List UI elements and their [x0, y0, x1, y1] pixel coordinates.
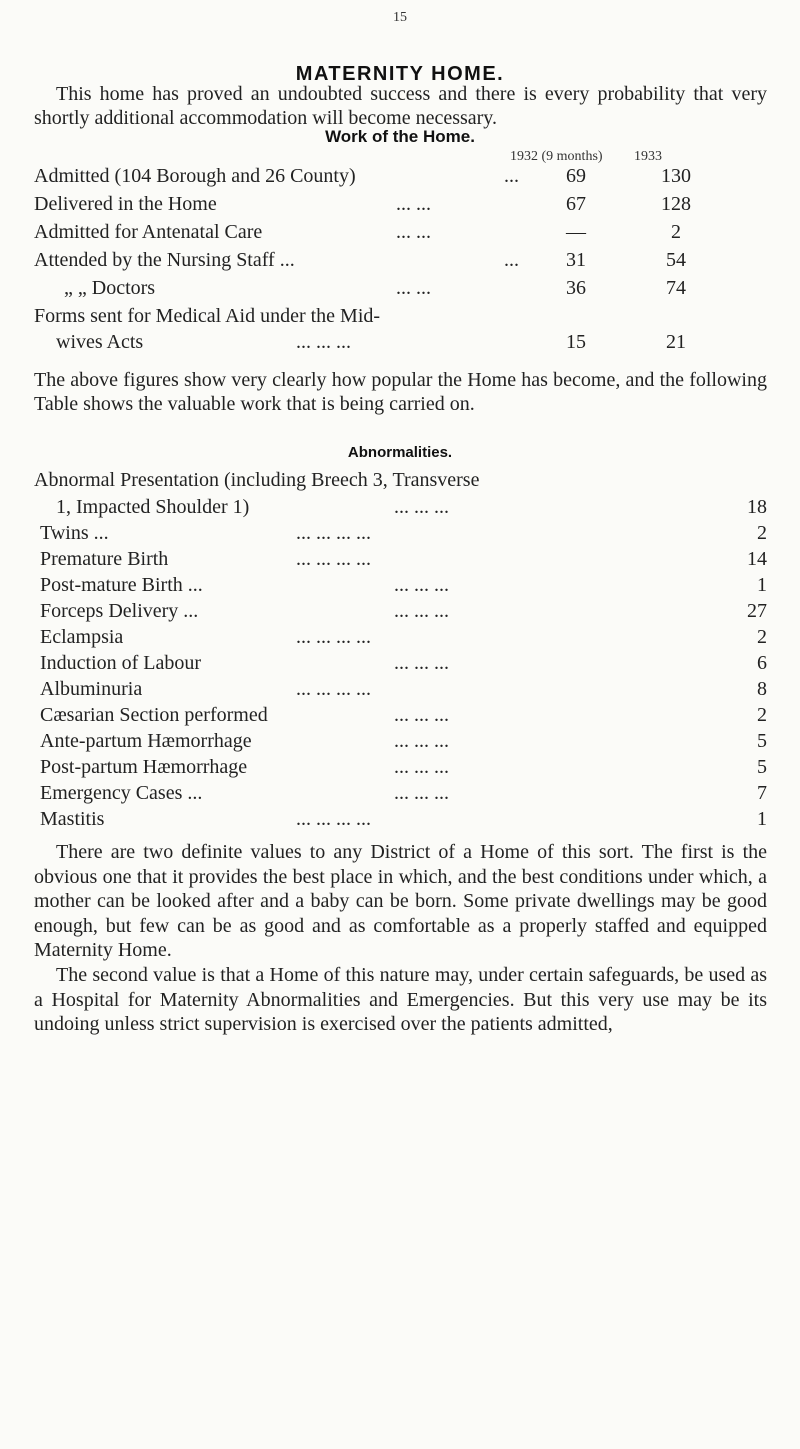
leader-dots: ... ... ...	[394, 782, 449, 804]
abnormality-count: 1	[757, 574, 767, 596]
abnormality-count: 6	[757, 652, 767, 674]
abnormality-count: 2	[757, 626, 767, 648]
abnormality-first-line	[34, 468, 767, 492]
work-row-label: „ „ Doctors	[64, 277, 156, 299]
work-row	[34, 220, 767, 244]
abnormality-row	[34, 807, 767, 831]
work-row-label: wives Acts	[56, 331, 144, 353]
abnormality-row	[34, 573, 767, 597]
value-1933: 54	[666, 249, 686, 271]
leader-dots: ... ... ... ...	[296, 808, 371, 830]
abnormality-label: Premature Birth	[40, 548, 169, 570]
abnormality-label: Post-mature Birth ...	[40, 574, 203, 596]
abnormality-row	[34, 521, 767, 545]
value-1933: 2	[671, 221, 681, 243]
abnormality-row	[34, 729, 767, 753]
abnormality-count: 27	[747, 600, 767, 622]
abnormality-count: 18	[747, 496, 767, 518]
work-row	[34, 164, 767, 188]
abnormality-label: Post-partum Hæmorrhage	[40, 756, 248, 778]
leader-dots: ... ... ...	[394, 730, 449, 752]
work-row-label: Admitted for Antenatal Care	[34, 221, 263, 243]
page-title: MATERNITY HOME.	[295, 63, 505, 85]
abnormalities-heading: Abnormalities.	[347, 444, 453, 461]
work-row	[34, 304, 767, 328]
work-row-label: Forms sent for Medical Aid under the Mid-	[34, 305, 381, 327]
leader-dots: ...	[504, 165, 519, 187]
leader-dots: ... ... ...	[394, 574, 449, 596]
leader-dots: ... ... ... ...	[296, 548, 371, 570]
abnormality-row	[34, 677, 767, 701]
work-row	[34, 192, 767, 216]
abnormality-count: 5	[757, 730, 767, 752]
work-row-label: Attended by the Nursing Staff ...	[34, 249, 295, 271]
closing-paragraph-2: The second value is that a Home of this nature may, under certain safeguards, be used as a Hospital for Maternity Abnormalities and Emergencies. But this very use may be its undoing unless strict supervision is exercised over the patients admitted,	[34, 964, 767, 1035]
abnormality-row	[34, 625, 767, 649]
closing-paragraph-1: There are two definite values to any District of a Home of this sort. The first is the obvious one that it provides the best place in which, and the best conditions under which, a mother can be looked after and a baby can be born. Some private dwellings may be good enough, but few can be as good and as comfortable as a properly staffed and equipped Maternity Home.	[34, 841, 767, 961]
leader-dots: ...	[504, 249, 519, 271]
abnormality-count: 7	[757, 782, 767, 804]
middle-paragraph: The above figures show very clearly how popular the Home has become, and the following Table shows the valuable work that is being carried on.	[34, 369, 767, 415]
work-row	[34, 276, 767, 300]
value-1932: 31	[566, 249, 586, 271]
value-1933: 128	[661, 193, 691, 215]
work-row	[34, 330, 767, 354]
abnormality-label: Cæsarian Section performed	[40, 704, 268, 726]
leader-dots: ... ... ...	[394, 756, 449, 778]
leader-dots: ... ... ... ...	[296, 626, 371, 648]
abnormality-row	[34, 495, 767, 519]
column-header-1933: 1933	[634, 149, 662, 164]
leader-dots: ... ... ...	[296, 331, 351, 353]
leader-dots: ... ... ... ...	[296, 678, 371, 700]
work-row-label: Delivered in the Home	[34, 193, 217, 215]
value-1933: 21	[666, 331, 686, 353]
abnormality-count: 1	[757, 808, 767, 830]
page-number: 15	[393, 10, 407, 25]
abnormality-count: 5	[757, 756, 767, 778]
work-row	[34, 248, 767, 272]
leader-dots: ... ... ...	[394, 704, 449, 726]
abnormality-count: 14	[747, 548, 767, 570]
value-1932: 69	[566, 165, 586, 187]
abnormality-label: Abnormal Presentation (including Breech 3, Transverse	[34, 469, 480, 491]
abnormality-label: Eclampsia	[40, 626, 124, 648]
abnormality-label: Induction of Labour	[40, 652, 202, 674]
leader-dots: ... ... ...	[394, 600, 449, 622]
abnormality-row	[34, 703, 767, 727]
work-row-label: Admitted (104 Borough and 26 County)	[34, 165, 356, 187]
abnormality-count: 8	[757, 678, 767, 700]
abnormality-row	[34, 547, 767, 571]
value-1932: 15	[566, 331, 586, 353]
leader-dots: ... ...	[396, 277, 431, 299]
leader-dots: ... ...	[396, 221, 431, 243]
intro-paragraph: This home has proved an undoubted success and there is every probability that very shortly additional accommodation will become necessary.	[34, 83, 767, 129]
leader-dots: ... ... ... ...	[296, 522, 371, 544]
leader-dots: ... ...	[396, 193, 431, 215]
abnormality-row	[34, 599, 767, 623]
abnormality-count: 2	[757, 522, 767, 544]
leader-dots: ... ... ...	[394, 652, 449, 674]
abnormality-row	[34, 755, 767, 779]
abnormality-label: Ante-partum Hæmorrhage	[40, 730, 252, 752]
column-header-1932: 1932 (9 months)	[510, 149, 603, 164]
value-1933: 130	[661, 165, 691, 187]
abnormality-label: 1, Impacted Shoulder 1)	[56, 496, 250, 518]
abnormality-label: Forceps Delivery ...	[40, 600, 199, 622]
abnormality-count: 2	[757, 704, 767, 726]
abnormality-row	[34, 651, 767, 675]
abnormality-label: Albuminuria	[40, 678, 143, 700]
value-1933: 74	[666, 277, 686, 299]
abnormality-label: Mastitis	[40, 808, 105, 830]
value-1932: 67	[566, 193, 586, 215]
leader-dots: ... ... ...	[394, 496, 449, 518]
abnormality-label: Twins ...	[40, 522, 109, 544]
value-1932: 36	[566, 277, 586, 299]
abnormality-label: Emergency Cases ...	[40, 782, 203, 804]
value-1932: —	[566, 221, 586, 243]
abnormality-row	[34, 781, 767, 805]
work-heading: Work of the Home.	[325, 127, 475, 146]
